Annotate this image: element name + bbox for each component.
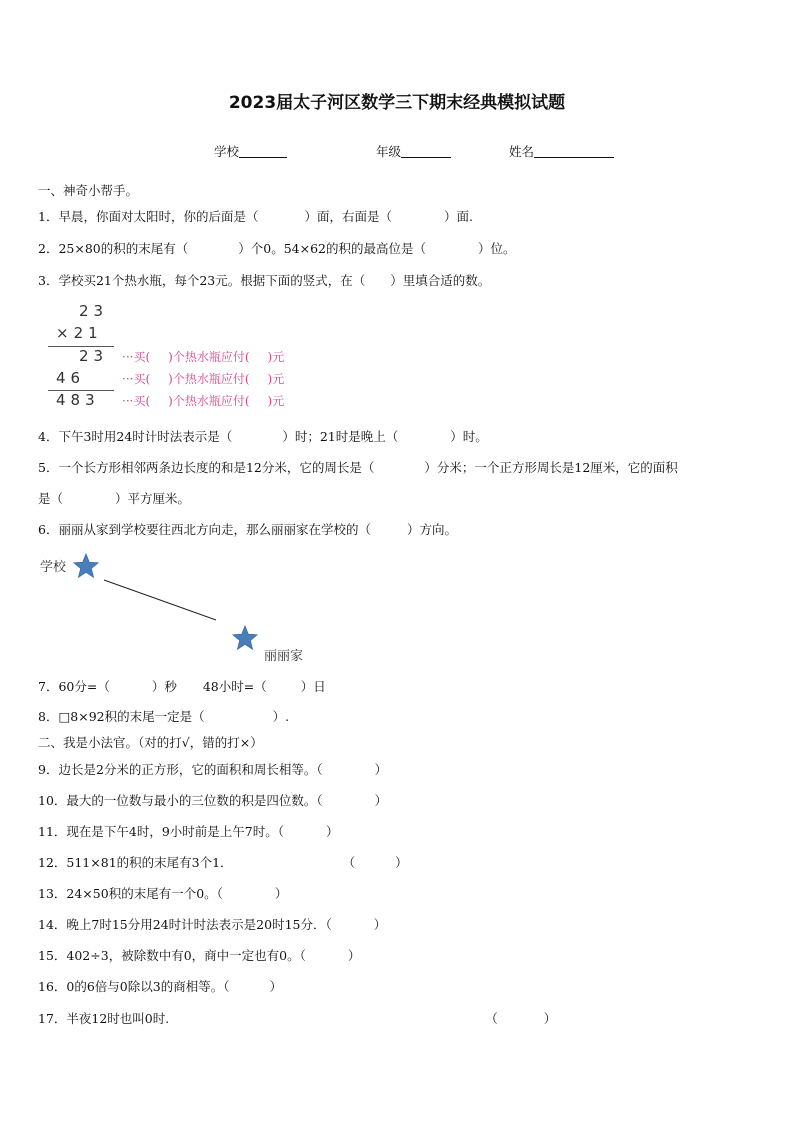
q13-text-b: ） — [274, 886, 288, 901]
grade-field — [376, 142, 451, 160]
grade-label: 年级 — [376, 144, 402, 159]
calc-partial-2: 46 — [56, 369, 86, 387]
question-9 — [38, 760, 387, 778]
question-12 — [38, 853, 408, 871]
q8-text-a: 8．□8×92积的末尾一定是（ — [38, 709, 205, 724]
section-heading-1: 一、神奇小帮手。 — [38, 183, 139, 198]
q5-text-a: 5．一个长方形相邻两条边长度的和是12分米，它的周长是（ — [38, 460, 375, 475]
direction-map — [36, 548, 276, 668]
question-8 — [38, 707, 289, 725]
q5-text-c: 是（ — [38, 491, 64, 506]
question-1 — [38, 207, 473, 225]
q1-text-c: ）面. — [443, 209, 473, 224]
calc-note-3 — [122, 392, 284, 409]
calc-partial-1: 23 — [79, 347, 109, 365]
q6-text-b: ）方向。 — [406, 522, 457, 537]
q14-text-a: 14．晚上7时15分用24时计时法表示是20时15分．（ — [38, 917, 332, 932]
q4-text-c: ）时。 — [450, 429, 488, 444]
q2-text-b: ）个0。54×62的积的最高位是（ — [238, 241, 426, 256]
grade-blank[interactable] — [401, 145, 451, 158]
question-6 — [38, 520, 457, 538]
q9-text-a: 9．边长是2分米的正方形，它的面积和周长相等。（ — [38, 762, 323, 777]
q6-text-a: 6．丽丽从家到学校要往西北方向走，那么丽丽家在学校的（ — [38, 522, 371, 537]
q14-text-b: ） — [373, 917, 387, 932]
school-blank[interactable] — [239, 145, 287, 158]
q11-text-b: ） — [326, 824, 339, 839]
name-blank[interactable] — [534, 145, 614, 158]
calc-note-1 — [122, 348, 284, 365]
q1-text-a: 1．早晨，你面对太阳时，你的后面是（ — [38, 209, 259, 224]
calc-multiplier: ×21 — [56, 324, 103, 342]
q4-text-a: 4．下午3时用24时计时法表示是（ — [38, 429, 233, 444]
q2-text-a: 2．25×80的积的末尾有（ — [38, 241, 189, 256]
q2-text-c: ）位。 — [478, 241, 516, 256]
q12-text-b: （ — [342, 855, 356, 870]
q1-text-b: ）面，右面是（ — [304, 209, 392, 224]
q13-text-a: 13．24×50积的末尾有一个0。（ — [38, 886, 223, 901]
question-4 — [38, 427, 488, 445]
question-11 — [38, 822, 339, 840]
calc-product: 483 — [56, 391, 100, 409]
calc-note-mid: )个热水瓶应付( — [168, 350, 250, 364]
home-star-icon — [233, 626, 257, 649]
q15-text-b: ） — [347, 948, 361, 963]
calc-note-2 — [122, 370, 284, 387]
question-13 — [38, 884, 287, 902]
q8-text-b: ）. — [272, 709, 290, 724]
question-10 — [38, 791, 387, 809]
route-line — [104, 580, 216, 620]
q7-text-c: 48小时=（ — [202, 679, 267, 694]
calc-note-prefix: ···买( — [122, 350, 151, 364]
q4-text-b: ）时；21时是晚上（ — [282, 429, 399, 444]
q7-text-a: 7．60分=（ — [38, 679, 110, 694]
vertical-multiplication — [46, 302, 376, 414]
question-17 — [38, 1009, 556, 1027]
question-16 — [38, 977, 282, 995]
question-5-line-1 — [38, 458, 678, 476]
home-map-label: 丽丽家 — [264, 649, 304, 664]
name-field — [509, 142, 614, 160]
school-label: 学校 — [214, 144, 240, 159]
name-label: 姓名 — [509, 144, 535, 159]
question-7 — [38, 677, 326, 695]
calc-note-mid: )个热水瓶应付( — [168, 394, 250, 408]
q11-text-a: 11．现在是下午4时，9小时前是上午7时。（ — [38, 824, 285, 839]
q17-text-c: ） — [543, 1011, 557, 1026]
q10-text-a: 10．最大的一位数与最小的三位数的积是四位数。（ — [38, 793, 323, 808]
calc-note-prefix: ···买( — [122, 372, 151, 386]
q7-text-b: ）秒 — [151, 679, 177, 694]
calc-note-prefix: ···买( — [122, 394, 151, 408]
school-field — [214, 142, 287, 160]
q10-text-b: ） — [374, 793, 388, 808]
q17-text-a: 17．半夜12时也叫0时. — [38, 1011, 170, 1026]
question-3: 3．学校买21个热水瓶，每个23元。根据下面的竖式，在（ ）里填合适的数。 — [38, 273, 491, 288]
question-5-line-2 — [38, 489, 190, 507]
question-2 — [38, 239, 516, 257]
q12-text-c: ） — [395, 855, 408, 870]
q9-text-b: ） — [374, 762, 388, 777]
section-heading-2: 二、我是小法官。（对的打√，错的打×） — [38, 735, 263, 750]
calc-note-suffix: )元 — [267, 372, 285, 386]
q5-text-d: ）平方厘米。 — [115, 491, 191, 506]
q16-text-b: ） — [269, 979, 282, 994]
question-14 — [38, 915, 386, 933]
question-15 — [38, 946, 360, 964]
school-map-label: 学校 — [40, 560, 67, 575]
q12-text-a: 12．511×81的积的末尾有3个1． — [38, 855, 233, 870]
calc-note-suffix: )元 — [267, 350, 285, 364]
q5-text-b: ）分米；一个正方形周长是12厘米，它的面积 — [424, 460, 678, 475]
q17-text-b: （ — [485, 1011, 498, 1026]
q7-text-d: ）日 — [300, 679, 326, 694]
calc-multiplicand: 23 — [79, 302, 109, 320]
calc-note-mid: )个热水瓶应付( — [168, 372, 250, 386]
page-title: 2023届太子河区数学三下期末经典模拟试题 — [228, 93, 566, 113]
calc-note-suffix: )元 — [267, 394, 285, 408]
q15-text-a: 15．402÷3，被除数中有0，商中一定也有0。（ — [38, 948, 306, 963]
q16-text-a: 16．0的6倍与0除以3的商相等。（ — [38, 979, 230, 994]
school-star-icon — [74, 554, 98, 577]
